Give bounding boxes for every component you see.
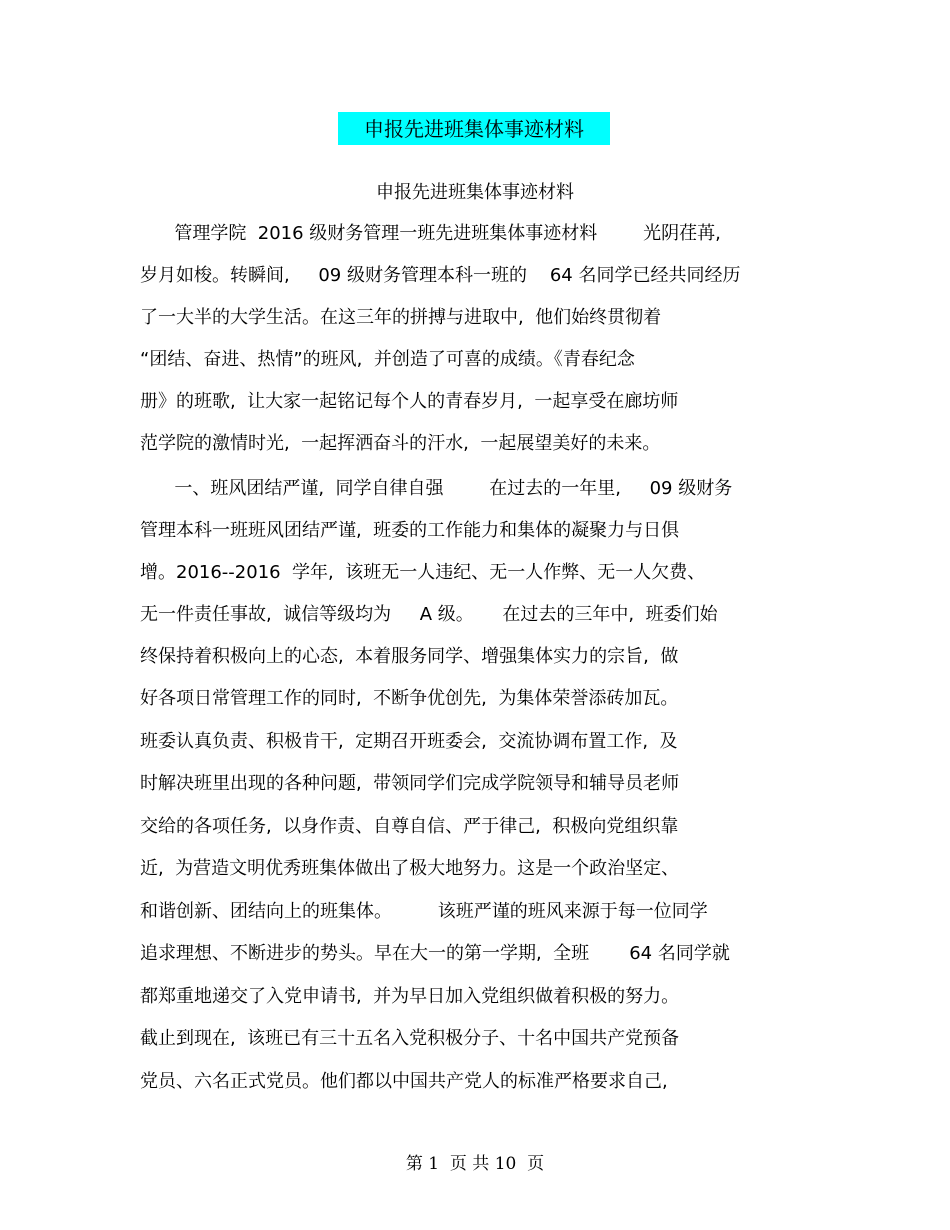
body-line: 增。2016--2016 学年, 该班无一人违纪、无一人作弊、无一人欠费、 xyxy=(140,562,706,583)
body-line: 近, 为营造文明优秀班集体做出了极大地努力。这是一个政治坚定、 xyxy=(140,858,680,879)
body-line: 了一大半的大学生活。在这三年的拼搏与进取中, 他们始终贯彻着 xyxy=(140,307,662,328)
body-line: “团结、奋进、热情”的班风, 并创造了可喜的成绩。《青春纪念 xyxy=(140,349,635,370)
body-line: 终保持着积极向上的心态, 本着服务同学、增强集体实力的宗旨, 做 xyxy=(140,646,679,667)
document-title: 申报先进班集体事迹材料 xyxy=(364,117,584,141)
document-subtitle: 申报先进班集体事迹材料 xyxy=(376,182,574,203)
body-line: 一、班风团结严谨, 同学自律自强 在过去的一年里, 09 级财务 xyxy=(140,478,733,499)
body-line: 班委认真负责、积极肯干, 定期召开班委会, 交流协调布置工作, 及 xyxy=(140,731,678,752)
body-line: 截止到现在, 该班已有三十五名入党积极分子、十名中国共产党预备 xyxy=(140,1028,680,1049)
body-line: 交给的各项任务, 以身作责、自尊自信、严于律己, 积极向党组织靠 xyxy=(140,816,679,837)
body-line: 时解决班里出现的各种问题, 带领同学们完成学院领导和辅导员老师 xyxy=(140,773,680,794)
body-line: 范学院的激情时光, 一起挥洒奋斗的汗水, 一起展望美好的未来。 xyxy=(140,433,661,454)
body-line: 好各项日常管理工作的同时, 不断争优创先, 为集体荣誉添砖加瓦。 xyxy=(140,688,679,709)
page-number-footer: 第 1 页 共 10 页 xyxy=(405,1154,545,1174)
body-line: 管理本科一班班风团结严谨, 班委的工作能力和集体的凝聚力与日俱 xyxy=(140,520,680,541)
body-line: 和谐创新、团结向上的班集体。 该班严谨的班风来源于每一位同学 xyxy=(140,901,708,922)
body-line: 党员、六名正式党员。他们都以中国共产党人的标准严格要求自己, xyxy=(140,1071,668,1092)
body-line: 册》的班歌, 让大家一起铭记每个人的青春岁月, 一起享受在廊坊师 xyxy=(140,391,679,412)
body-line: 追求理想、不断进步的势头。早在大一的第一学期, 全班 64 名同学就 xyxy=(140,943,730,964)
body-line: 无一件责任事故, 诚信等级均为 A 级。 在过去的三年中, 班委们始 xyxy=(140,604,718,625)
body-line: 管理学院 2016 级财务管理一班先进班集体事迹材料 光阴荏苒, xyxy=(140,223,721,244)
body-line: 都郑重地递交了入党申请书, 并为早日加入党组织做着积极的努力。 xyxy=(140,986,680,1007)
body-line: 岁月如梭。转瞬间, 09 级财务管理本科一班的 64 名同学已经共同经历 xyxy=(140,265,741,286)
